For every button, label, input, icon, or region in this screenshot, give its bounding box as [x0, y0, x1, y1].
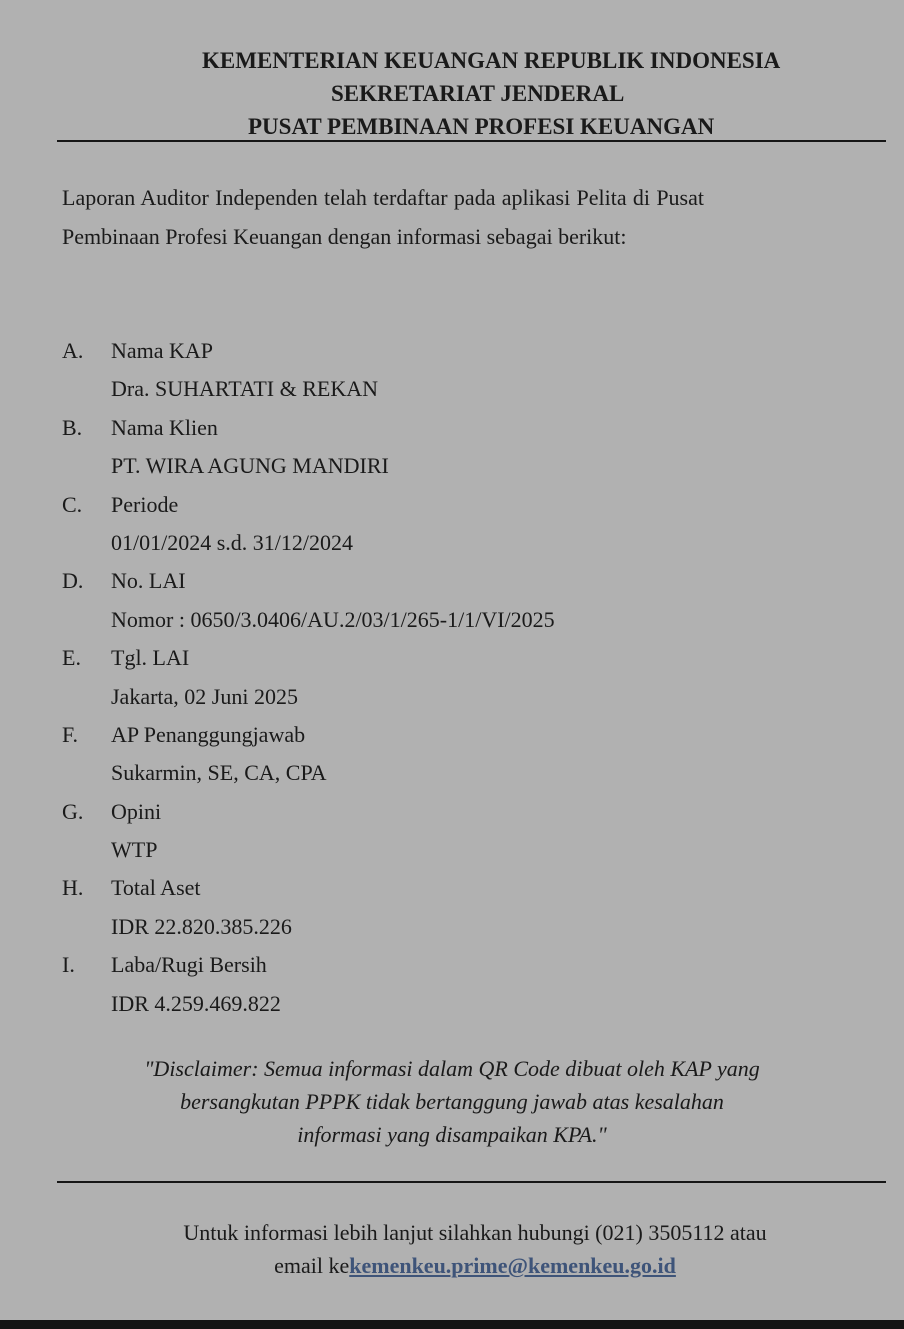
- item-value: IDR 22.820.385.226: [111, 913, 292, 939]
- disclaimer: [0, 1052, 904, 1151]
- item-value: IDR 4.259.469.822: [111, 990, 281, 1016]
- item-value: WTP: [111, 837, 158, 863]
- item-value: Dra. SUHARTATI & REKAN: [111, 376, 379, 402]
- center-title: PUSAT PEMBINAAN PROFESI KEUANGAN: [248, 114, 715, 139]
- secretariat-title: SEKRETARIAT JENDERAL: [331, 81, 625, 106]
- item-letter: E.: [62, 645, 81, 671]
- item-label: Periode: [111, 491, 179, 517]
- disclaimer-line: informasi yang disampaikan KPA.": [297, 1122, 607, 1147]
- item-label: Total Aset: [111, 875, 201, 901]
- item-letter: D.: [62, 568, 84, 594]
- bottom-bar: [0, 1320, 904, 1329]
- item-letter: G.: [62, 798, 84, 824]
- item-value: Nomor : 0650/3.0406/AU.2/03/1/265-1/1/VI/2025: [111, 606, 555, 632]
- email-prefix: email ke: [274, 1253, 350, 1278]
- item-letter: F.: [62, 721, 78, 747]
- header-divider: [57, 140, 886, 142]
- contact-email-line: [0, 1249, 904, 1282]
- item-label: Tgl. LAI: [111, 645, 190, 671]
- disclaimer-line: bersangkutan PPPK tidak bertanggung jawab atas kesalahan: [180, 1089, 724, 1114]
- item-label: Nama Klien: [111, 414, 218, 440]
- item-value: 01/01/2024 s.d. 31/12/2024: [111, 529, 354, 555]
- item-value: Jakarta, 02 Juni 2025: [111, 683, 298, 709]
- item-label: Opini: [111, 798, 162, 824]
- ministry-title: KEMENTERIAN KEUANGAN REPUBLIK INDONESIA: [202, 48, 781, 73]
- item-letter: C.: [62, 491, 83, 517]
- item-letter: A.: [62, 338, 84, 363]
- item-value: Sukarmin, SE, CA, CPA: [111, 760, 327, 786]
- item-letter: I.: [62, 952, 75, 978]
- email-link[interactable]: kemenkeu.prime@kemenkeu.go.id: [349, 1253, 676, 1278]
- intro-paragraph: Laporan Auditor Independen telah terdaftar pada aplikasi Pelita di Pusat Pembinaan Profesi Keuangan dengan informasi sebagai berikut:: [62, 185, 704, 249]
- contact-info: [0, 1216, 904, 1282]
- contact-phone-line: Untuk informasi lebih lanjut silahkan hubungi (021) 3505112 atau: [183, 1220, 767, 1245]
- item-letter: B.: [62, 414, 83, 440]
- footer-divider: [57, 1181, 886, 1183]
- item-label: Nama KAP: [111, 338, 214, 363]
- item-label: Laba/Rugi Bersih: [111, 952, 267, 978]
- item-label: AP Penanggungjawab: [111, 721, 306, 747]
- item-value: PT. WIRA AGUNG MANDIRI: [111, 453, 389, 479]
- item-label: No. LAI: [111, 568, 186, 594]
- disclaimer-line: "Disclaimer: Semua informasi dalam QR Code dibuat oleh KAP yang: [144, 1056, 760, 1081]
- item-letter: H.: [62, 875, 84, 901]
